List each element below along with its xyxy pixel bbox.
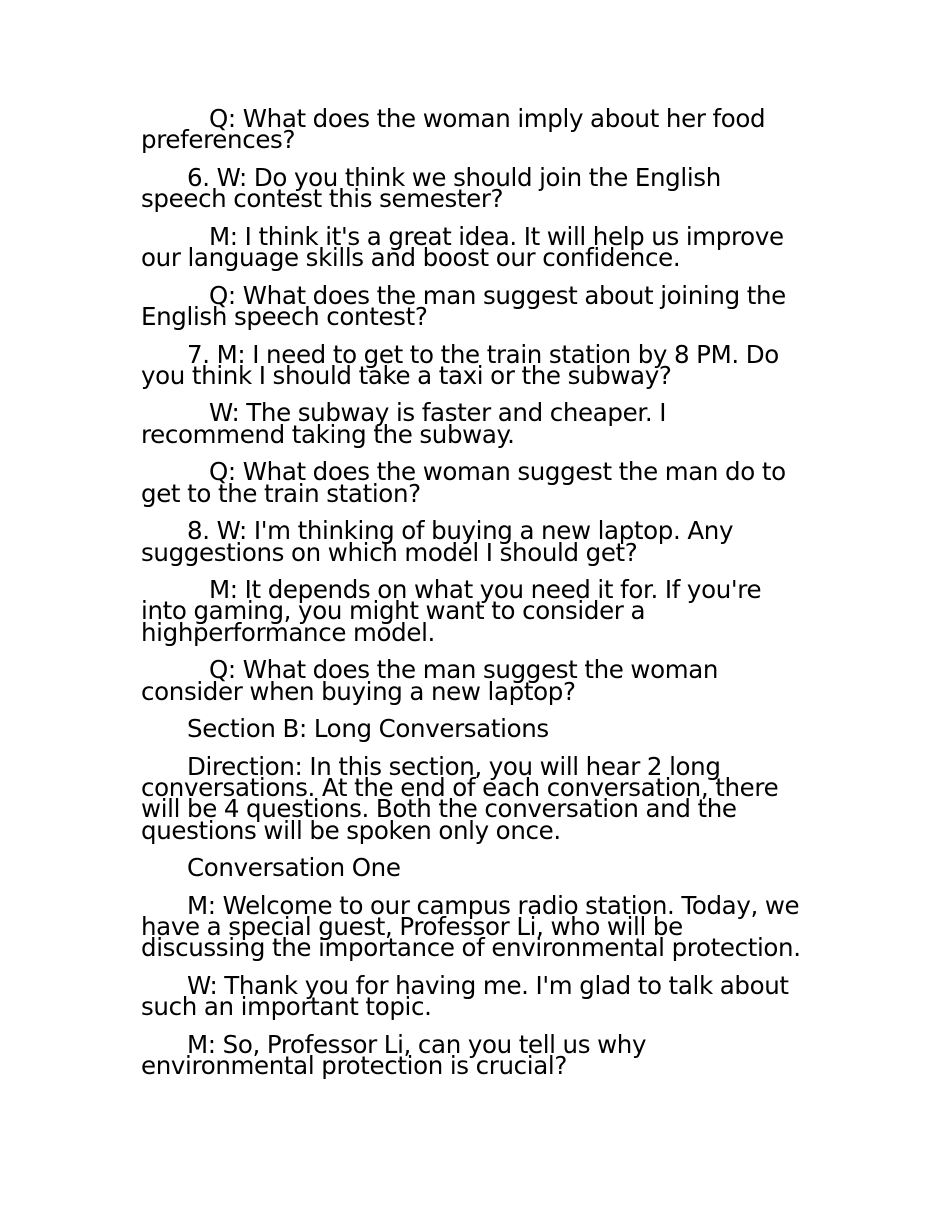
question-6-q: Q: What does the man suggest about joining the English speech contest? [141, 280, 786, 331]
conversation-line-1: M: Welcome to our campus radio station. Today, we have a special guest, Professor Li, who will be discussing the importance of environmental protection. [141, 890, 801, 963]
dialogue-6-w: 6. W: Do you think we should join the English speech contest this semester? [141, 162, 721, 214]
question-7-q: Q: What does the woman suggest the man do to get to the train station? [141, 457, 786, 508]
document-page [141, 104, 813, 1093]
question-5-q: Q: What does the woman imply about her food preferences? [141, 104, 766, 155]
section-heading: Section B: Long Conversations [187, 714, 549, 744]
section-directions: Direction: In this section, you will hear 2 long conversations. At the end of each conversation, there will be 4 questions. Both the conversation and the questions will be spoken only once. [141, 751, 779, 845]
dialogue-8-m: M: It depends on what you need it for. If you're into gaming, you might want to consider a highperformance model. [141, 575, 762, 647]
dialogue-7-m: 7. M: I need to get to the train station by 8 PM. Do you think I should take a taxi or the subway? [141, 339, 779, 390]
conversation-heading: Conversation One [187, 853, 401, 883]
conversation-line-2: W: Thank you for having me. I'm glad to talk about such an important topic. [141, 971, 789, 1022]
dialogue-8-w: 8. W: I'm thinking of buying a new laptop. Any suggestions on which model I should get? [141, 516, 734, 567]
dialogue-6-m: M: I think it's a great idea. It will help us improve our language skills and boost our confidence. [141, 221, 784, 273]
conversation-line-3: M: So, Professor Li, can you tell us why environmental protection is crucial? [141, 1029, 647, 1081]
dialogue-7-w: W: The subway is faster and cheaper. I recommend taking the subway. [141, 398, 667, 449]
question-8-q: Q: What does the man suggest the woman consider when buying a new laptop? [141, 655, 719, 706]
